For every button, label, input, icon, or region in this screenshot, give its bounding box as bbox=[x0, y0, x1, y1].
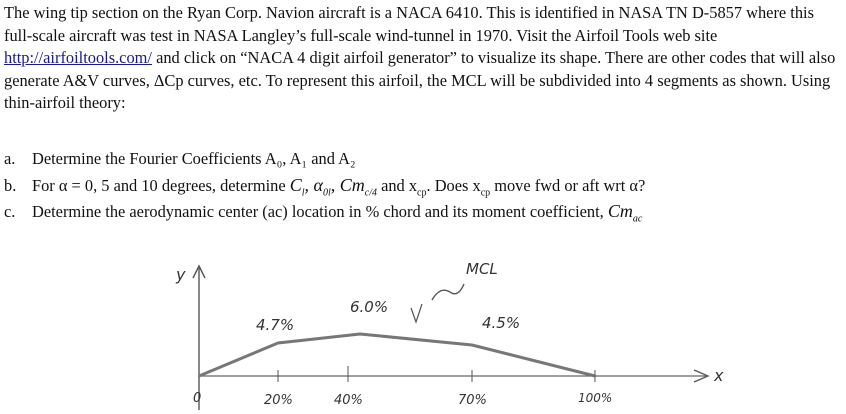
mcl-pointer-check bbox=[411, 304, 422, 322]
chord-tick-label-40: 40% bbox=[334, 393, 363, 408]
origin-label: 0 bbox=[193, 391, 202, 406]
mcl-pointer bbox=[432, 284, 464, 300]
question-text: Determine the Fourier Coefficients A₀, A₁ and A₂ bbox=[32, 149, 356, 168]
question-c bbox=[4, 198, 840, 224]
question-text: For α = 0, 5 and 10 degrees, determine bbox=[32, 176, 290, 195]
question-b: b. For α = 0, 5 and 10 degrees, determine $C_l$, $\alpha_{0l}$, $Cm_{c/4}$ and $x_{cp}$. Does $x_{cp}$ move fwd or aft wrt α? bbox=[4, 175, 646, 199]
question-text: Determine the aerodynamic center (ac) location in % chord and its moment coefficient, bbox=[32, 202, 608, 221]
question-marker: b. bbox=[4, 176, 17, 195]
mcl-sketch bbox=[0, 248, 846, 414]
camber-label-2: 6.0% bbox=[350, 298, 389, 316]
question-list bbox=[4, 146, 840, 224]
statement-text-2: and click on “NACA 4 digit airfoil generator” to visualize its shape. There are other codes that will also generate A&V curves, ΔCp curves, etc. To represent this airfoil, the MCL will be subdivided into 4 segments as shown. Using thin-airfoil theory: bbox=[4, 48, 836, 113]
mean-camber-line bbox=[199, 334, 595, 376]
airfoiltools-link[interactable]: http://airfoiltools.com/ bbox=[4, 48, 152, 68]
cmac-symbol: $Cm_{ac}$ bbox=[607, 201, 643, 225]
camber-label-3: 4.5% bbox=[482, 314, 521, 332]
cl-symbol: $C_l$, $\alpha_{0l}$, $Cm_{c/4}$ bbox=[289, 175, 377, 199]
y-axis-label: y bbox=[176, 265, 186, 284]
chord-tick-label-100: 100% bbox=[578, 391, 613, 405]
x-axis-label: x bbox=[714, 366, 724, 385]
statement-text-1: The wing tip section on the Ryan Corp. Navion aircraft is a NACA 6410. This is identified in NASA TN D-5857 where this full-scale aircraft was test in NASA Langley’s full-scale wind-tunnel in 1970. Visit the Airfoil Tools web site bbox=[4, 3, 814, 45]
problem-statement bbox=[4, 2, 840, 115]
question-marker: a. bbox=[4, 149, 16, 168]
chord-tick-label-70: 70% bbox=[458, 393, 487, 408]
question-a bbox=[4, 146, 840, 172]
question-marker: c. bbox=[4, 202, 16, 221]
mcl-label: MCL bbox=[466, 260, 498, 278]
chord-tick-label-20: 20% bbox=[264, 393, 293, 408]
camber-label-1: 4.7% bbox=[256, 316, 295, 334]
